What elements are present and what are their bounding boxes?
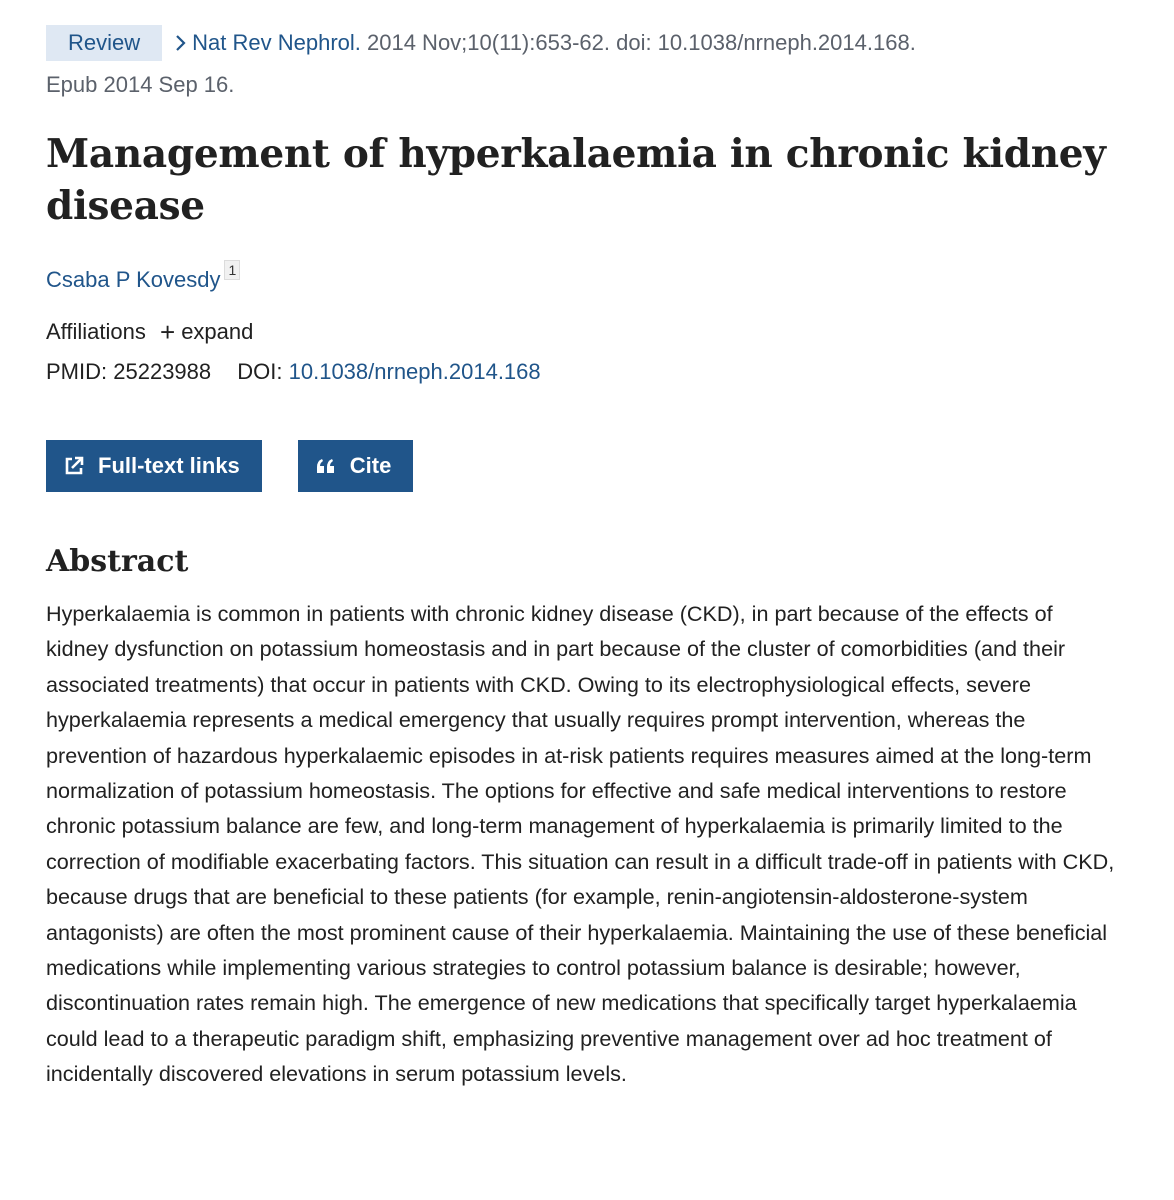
quote-icon — [314, 454, 338, 478]
doi-link[interactable]: 10.1038/nrneph.2014.168 — [288, 359, 541, 384]
pmid-label: PMID: — [46, 359, 108, 384]
doi-label: DOI: — [237, 359, 283, 384]
expand-label: expand — [181, 319, 254, 344]
abstract-text: Hyperkalaemia is common in patients with chronic kidney disease (CKD), in part because of the effects of kidney dysfunction on potassium homeostasis and in part because of the cluster of comorbidities (and their associated treatments) that occur in patients with CKD. Owing to its electrophysiological effects, severe hyperkalaemia represents a medical emergency that usually requires prompt intervention, whereas the prevention of hazardous hyperkalaemic episodes in at-risk patients requires measures aimed at the long-term normalization of potassium homeostasis. The options for effective and safe medical interventions to restore chronic potassium balance are few, and long-term management of hyperkalaemia is primarily limited to the correction of modifiable exacerbating factors. This situation can result in a difficult trade-off in patients with CKD, because drugs that are beneficial to these patients (for example, renin-angiotensin-aldosterone-system antagonists) are often the most prominent cause of their hyperkalaemia. Maintaining the use of these beneficial medications while implementing various strategies to control potassium balance is desirable; however, discontinuation rates remain high. The emergence of new medications that specifically target hyperkalaemia could lead to a therapeutic paradigm shift, emphasizing preventive management over ad hoc treatment of incidentally discovered elevations in serum potassium levels. — [46, 601, 1115, 1087]
affiliations-label: Affiliations — [46, 319, 146, 344]
affiliation-ref[interactable]: 1 — [224, 260, 240, 280]
article-title: Management of hyperkalaemia in chronic kidney disease — [46, 131, 1106, 229]
cite-button[interactable] — [298, 440, 414, 492]
external-link-icon — [62, 454, 86, 478]
authors-list — [46, 260, 1128, 295]
chevron-right-icon[interactable] — [174, 22, 188, 64]
publication-type-badge: Review — [46, 25, 162, 61]
abstract-heading: Abstract — [46, 544, 189, 579]
epub-date: Epub 2014 Sep 16. — [46, 72, 235, 97]
journal-link[interactable]: Nat Rev Nephrol. — [192, 30, 361, 55]
author-link[interactable]: Csaba P Kovesdy — [46, 267, 221, 292]
citation-line — [46, 22, 1128, 106]
citation-details: 2014 Nov;10(11):653-62. doi: 10.1038/nrneph.2014.168. — [360, 30, 916, 55]
action-buttons — [46, 440, 1128, 492]
full-text-links-label: Full-text links — [98, 453, 240, 478]
identifiers-row — [46, 357, 1128, 387]
affiliations-expand-toggle[interactable] — [160, 317, 254, 347]
full-text-links-button[interactable] — [46, 440, 262, 492]
affiliations-row — [46, 317, 1128, 347]
cite-label: Cite — [349, 453, 392, 478]
plus-icon: + — [160, 317, 176, 347]
pmid-value: 25223988 — [113, 359, 212, 384]
